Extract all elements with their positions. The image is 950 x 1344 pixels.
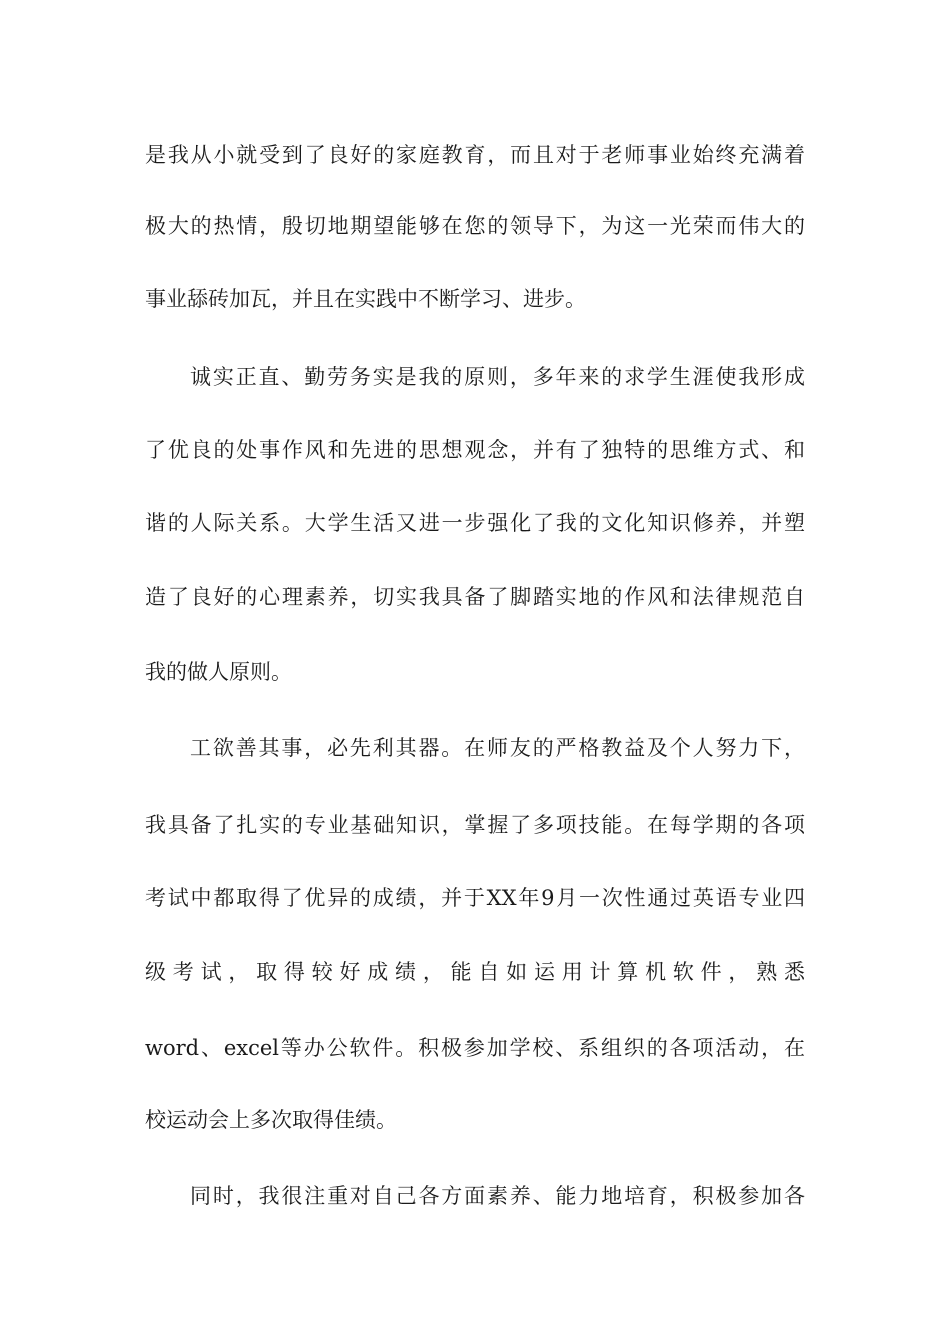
paragraph-line: 级考试，取得较好成绩，能自如运用计算机软件，熟悉 — [145, 960, 805, 984]
paragraph-line: 同时，我很注重对自己各方面素养、能力地培育，积极参加各 — [190, 1184, 805, 1208]
paragraph-line: 诚实正直、勤劳务实是我的原则，多年来的求学生涯使我形成 — [190, 365, 805, 389]
paragraph-line: 校运动会上多次取得佳绩。 — [145, 1108, 397, 1132]
paragraph-line: 是我从小就受到了良好的家庭教育，而且对于老师事业始终充满着 — [145, 143, 805, 167]
paragraph-line: word、excel等办公软件。积极参加学校、系组织的各项活动，在 — [145, 1036, 805, 1060]
paragraph-line: 事业舔砖加瓦，并且在实践中不断学习、进步。 — [145, 287, 586, 311]
paragraph-line: 我具备了扎实的专业基础知识，掌握了多项技能。在每学期的各项 — [145, 813, 805, 837]
paragraph-line: 谐的人际关系。大学生活又进一步强化了我的文化知识修养，并塑 — [145, 511, 805, 535]
paragraph-line: 极大的热情，殷切地期望能够在您的领导下，为这一光荣而伟大的 — [145, 214, 805, 238]
paragraph-line: 考试中都取得了优异的成绩，并于XX年9月一次性通过英语专业四 — [145, 886, 805, 910]
paragraph-line: 我的做人原则。 — [145, 660, 292, 684]
paragraph-line: 工欲善其事，必先利其器。在师友的严格教益及个人努力下， — [190, 736, 805, 760]
paragraph-line: 造了良好的心理素养，切实我具备了脚踏实地的作风和法律规范自 — [145, 585, 805, 609]
paragraph-line: 了优良的处事作风和先进的思想观念，并有了独特的思维方式、和 — [145, 438, 805, 462]
